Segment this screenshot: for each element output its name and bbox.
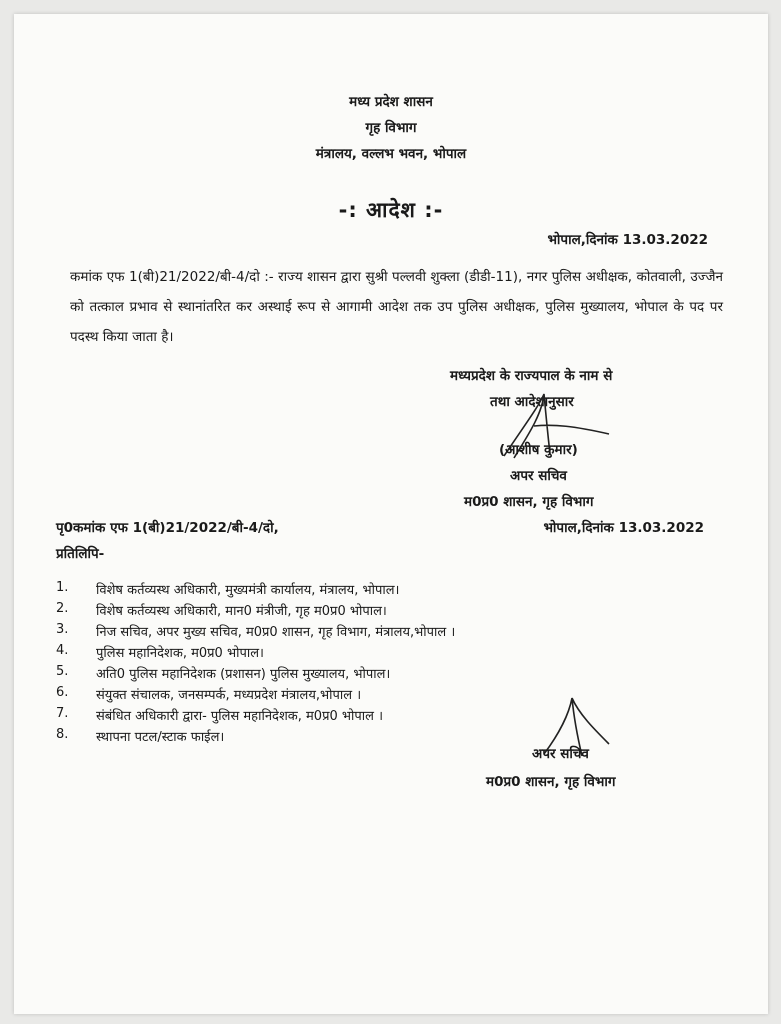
- list-item: 8. स्थापना पटल/स्टाक फाईल।: [56, 727, 225, 745]
- order-date: भोपाल,दिनांक 13.03.2022: [547, 232, 708, 248]
- list-item: 6. संयुक्त संचालक, जनसम्पर्क, मध्यप्रदेश मंत्रालय,भोपाल ।: [56, 685, 362, 703]
- list-item: 5. अति0 पुलिस महानिदेशक (प्रशासन) पुलिस मुख्यालय, भोपाल।: [56, 664, 391, 682]
- signatory-designation: अपर सचिव: [510, 468, 567, 484]
- endorsement-date: भोपाल,दिनांक 13.03.2022: [543, 520, 704, 536]
- signatory-2-department: म0प्र0 शासन, गृह विभाग: [486, 774, 616, 790]
- signatory-2-designation: अपर सचिव: [532, 746, 589, 762]
- signatory-department: म0प्र0 शासन, गृह विभाग: [464, 494, 594, 510]
- list-item: 2. विशेष कर्तव्यस्थ अधिकारी, मान0 मंत्रीजी, गृह म0प्र0 भोपाल।: [56, 601, 387, 619]
- header-address: मंत्रालय, वल्लभ भवन, भोपाल: [315, 146, 467, 162]
- header-government: मध्य प्रदेश शासन: [349, 94, 433, 110]
- signature-authority-line-2: तथा आदेशानुसार: [490, 394, 574, 410]
- document-page: [14, 14, 768, 1014]
- list-item: 7. संबंधित अधिकारी द्वारा- पुलिस महानिदेशक, म0प्र0 भोपाल ।: [56, 706, 384, 724]
- signatory-name: (आशीष कुमार): [499, 442, 578, 458]
- signature-authority-line: मध्यप्रदेश के राज्यपाल के नाम से: [450, 368, 613, 384]
- order-body: कमांक एफ 1(बी)21/2022/बी-4/दो :- राज्य शासन द्वारा सुश्री पल्लवी शुक्ला (डीडी-11), नगर पुलिस अधीक्षक, कोतवाली, उज्जैन को तत्काल प्रभाव से स्थानांतरित कर अस्थाई रूप से आगामी आदेश तक उप पुलिस अधीक्षक, पुलिस मुख्यालय, भोपाल के पद पर पदस्थ किया जाता है।: [70, 269, 723, 345]
- endorsement-number: पृ0कमांक एफ 1(बी)21/2022/बी-4/दो,: [56, 520, 279, 536]
- list-item: 4. पुलिस महानिदेशक, म0प्र0 भोपाल।: [56, 643, 264, 661]
- list-item: 3. निज सचिव, अपर मुख्य सचिव, म0प्र0 शासन, गृह विभाग, मंत्रालय,भोपाल ।: [56, 622, 456, 640]
- header-department: गृह विभाग: [365, 120, 417, 136]
- list-item: 1. विशेष कर्तव्यस्थ अधिकारी, मुख्यमंत्री कार्यालय, मंत्रालय, भोपाल।: [56, 580, 400, 598]
- copy-label: प्रतिलिपि-: [56, 546, 105, 562]
- order-title: -: आदेश :-: [338, 198, 444, 222]
